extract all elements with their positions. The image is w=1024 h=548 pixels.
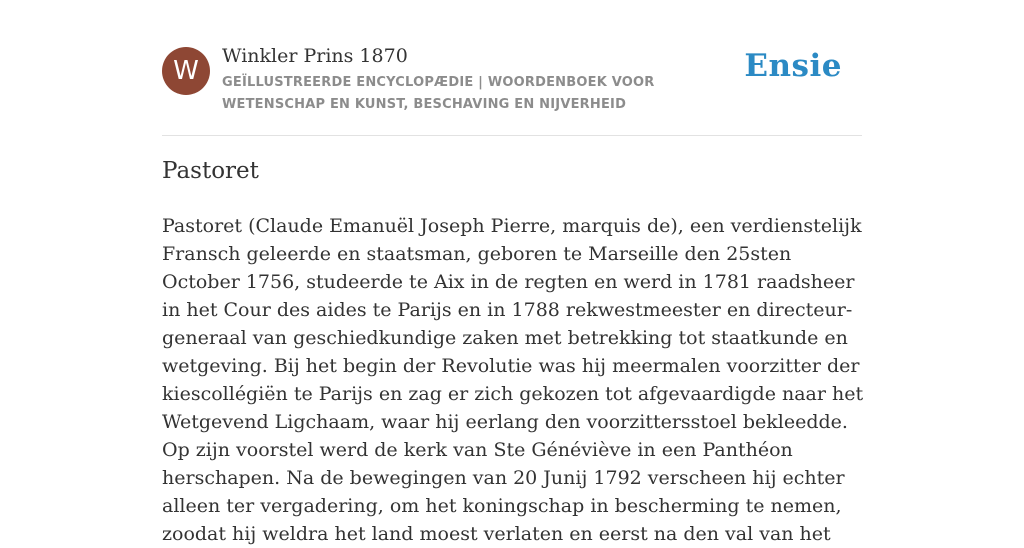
source-title[interactable]: Winkler Prins 1870 bbox=[222, 45, 408, 67]
entry-body: Pastoret (Claude Emanuël Joseph Pierre, marquis de), een verdienstelijk Fransch geleerde en staatsman, geboren te Marseille den 25sten October 1756, studeerde te Aix in de regten en werd in 1781 raadsheer in het Cour des aides te Parijs en in 1788 rekwestmeester en directeur-generaal van geschiedkundige zaken met betrekking tot staatkunde en wetgeving. Bij het begin der Revolutie was hij meermalen voorzitter der kiescollégiën te Parijs en zag er zich gekozen tot afgevaardigde naar het Wetgevend Ligchaam, waar hij eerlang den voorzittersstoel bekleedde. Op zijn voorstel werd de kerk van Ste Généviève in een Panthéon herschapen. Na de bewegingen van 20 Junij 1792 verscheen hij echter alleen ter vergadering, om het koningschap in bescherming te nemen, zoodat hij weldra het land moest verlaten en eerst na den val van het bbox=[162, 215, 864, 545]
entry-title: Pastoret bbox=[162, 158, 259, 184]
source-header bbox=[162, 42, 862, 136]
source-avatar[interactable]: W bbox=[162, 47, 210, 95]
ensie-logo[interactable]: Ensie bbox=[744, 48, 842, 84]
source-subtitle: GEÏLLUSTREERDE ENCYCLOPÆDIE | WOORDENBOEK VOOR WETENSCHAP EN KUNST, BESCHAVING EN NIJVERHEID bbox=[222, 75, 655, 112]
